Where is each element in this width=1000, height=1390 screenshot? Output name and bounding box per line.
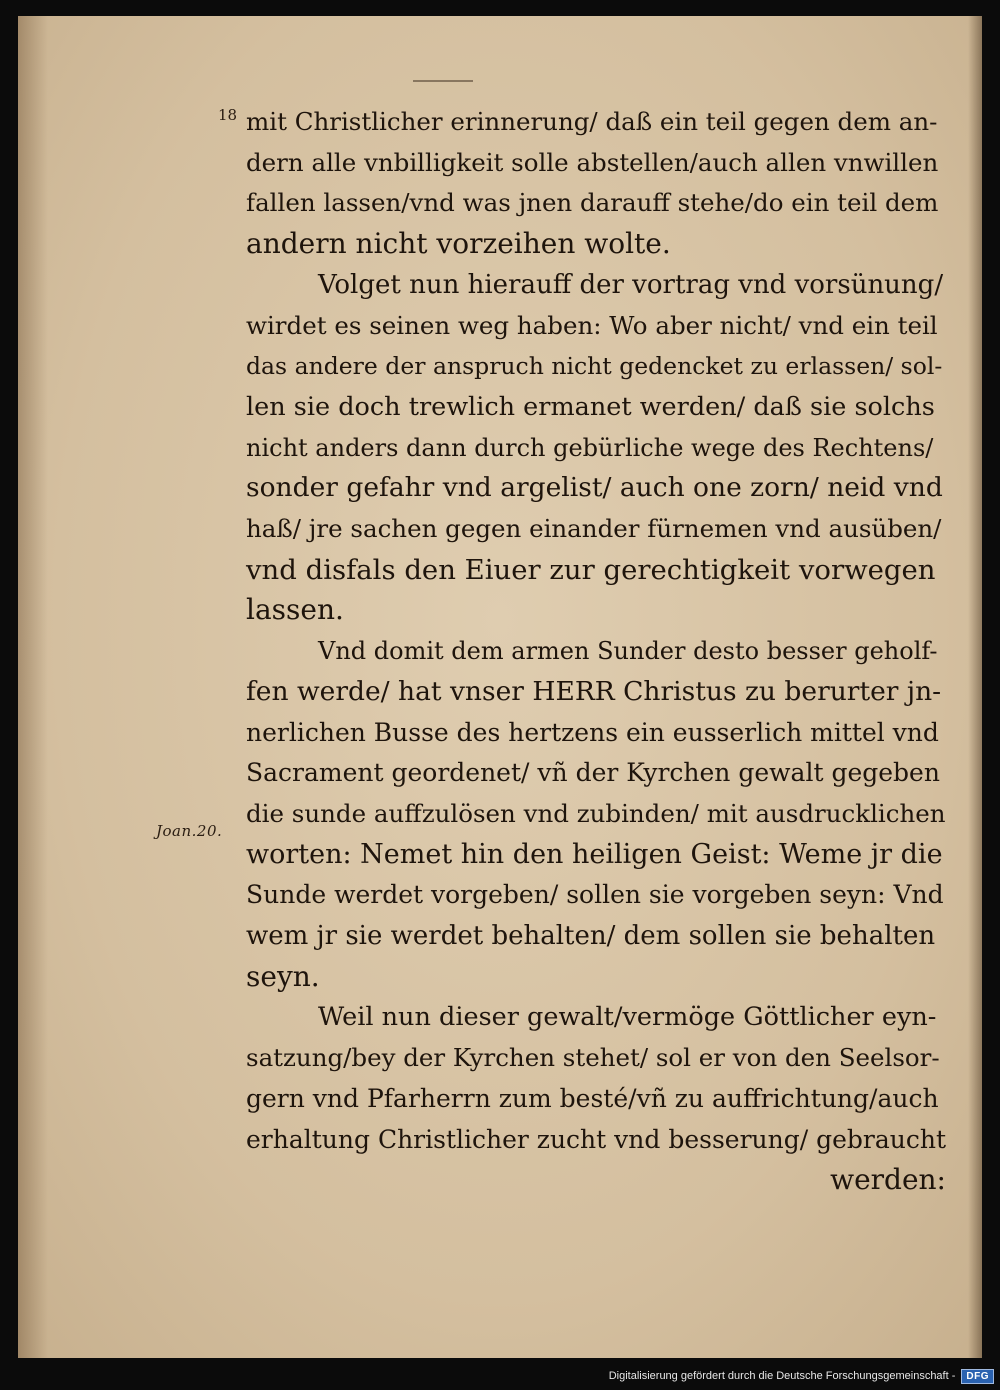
text-line: satzung/bey der Kyrchen stehet/ sol er von den Seelsor-	[246, 1043, 940, 1073]
gutter-shadow	[18, 16, 48, 1358]
text-line: erhaltung Christlicher zucht vnd besserung/ gebraucht	[246, 1124, 947, 1154]
text-line: Sunde werdet vorgeben/ sollen sie vorgeben seyn: Vnd	[246, 880, 944, 910]
dfg-logo[interactable]: DFG	[961, 1369, 994, 1384]
text-line: vnd disfals den Eiuer zur gerechtigkeit vorwegen	[246, 553, 936, 586]
text-line: len sie doch trewlich ermanet werden/ daß sie solchs	[246, 391, 935, 422]
text-line: worten: Nemet hin den heiligen Geist: Weme jr die	[246, 838, 943, 870]
text-line: das andere der anspruch nicht gedencket zu erlassen/ sol-	[246, 352, 943, 381]
text-line: fallen lassen/vnd was jnen darauff stehe/do ein teil dem	[246, 188, 939, 218]
top-rule	[413, 80, 473, 82]
book-page	[18, 16, 982, 1358]
text-line: sonder gefahr vnd argelist/ auch one zorn/ neid vnd	[246, 472, 943, 504]
text-line: Sacrament geordenet/ vñ der Kyrchen gewalt gegeben	[246, 758, 940, 788]
text-line: andern nicht vorzeihen wolte.	[246, 227, 671, 261]
text-line: die sunde auffzulösen vnd zubinden/ mit ausdrucklichen	[246, 798, 946, 828]
text-line: wem jr sie werdet behalten/ dem sollen sie behalten	[246, 921, 936, 952]
text-line: dern alle vnbilligkeit solle abstellen/auch allen vnwillen	[246, 147, 939, 177]
text-line: Weil nun dieser gewalt/vermöge Göttlicher eyn-	[318, 1002, 937, 1033]
catchword: werden:	[830, 1163, 946, 1197]
footer-credit	[609, 1366, 994, 1386]
text-line: nicht anders dann durch gebürliche wege des Rechtens/	[246, 433, 934, 462]
text-line: mit Christlicher erinnerung/ daß ein teil gegen dem an-	[246, 107, 938, 136]
margin-note: Joan.20.	[156, 822, 223, 840]
text-line: seyn.	[246, 959, 320, 993]
text-line: nerlichen Busse des hertzens ein eusserlich mittel vnd	[246, 717, 939, 747]
text-line: Volget nun hierauff der vortrag vnd vorsünung/	[318, 269, 944, 300]
text-line: wirdet es seinen weg haben: Wo aber nicht/ vnd ein teil	[246, 310, 938, 340]
page-number: 18	[218, 106, 238, 124]
text-line: fen werde/ hat vnser HERR Christus zu berurter jn-	[246, 675, 942, 707]
text-line: Vnd domit dem armen Sunder desto besser geholf-	[318, 637, 938, 666]
text-line: haß/ jre sachen gegen einander fürnemen vnd ausüben/	[246, 514, 942, 544]
body-text	[246, 102, 946, 1201]
text-line: gern vnd Pfarherrn zum besté/vñ zu auffrichtung/auch	[246, 1083, 939, 1113]
page-edge	[968, 16, 982, 1358]
text-line: lassen.	[246, 593, 344, 627]
funding-credit: Digitalisierung gefördert durch die Deutsche Forschungsgemeinschaft -	[608, 1370, 956, 1382]
